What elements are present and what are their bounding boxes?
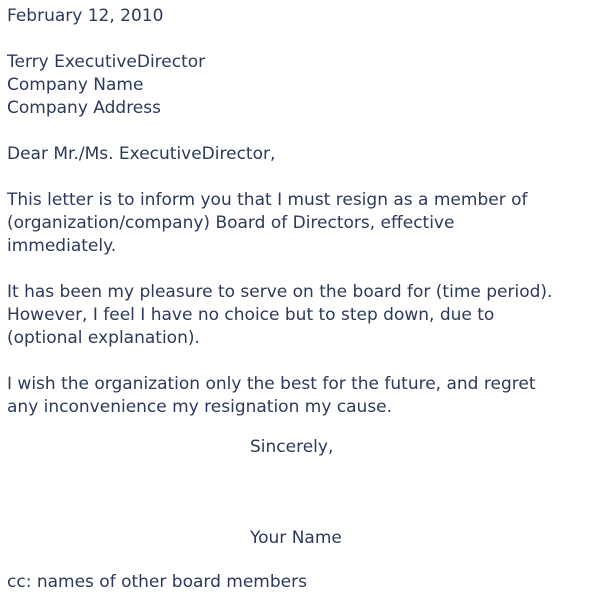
letter-date: February 12, 2010	[7, 6, 164, 26]
spacer	[7, 28, 597, 51]
paragraph-line: This letter is to inform you that I must resign as a member of	[7, 190, 528, 210]
paragraph-line: (optional explanation).	[7, 328, 200, 348]
recipient-block	[7, 51, 597, 120]
paragraph-1	[7, 189, 597, 258]
paragraph-line: It has been my pleasure to serve on the board for (time period).	[7, 282, 553, 302]
spacer	[7, 258, 597, 281]
paragraph-line: However, I feel I have no choice but to step down, due to	[7, 305, 495, 325]
recipient-company: Company Name	[7, 75, 144, 95]
cc-line: cc: names of other board members	[7, 572, 307, 592]
paragraph-3	[7, 373, 597, 419]
paragraph-2	[7, 281, 597, 350]
signature-name: Your Name	[250, 528, 342, 548]
salutation: Dear Mr./Ms. ExecutiveDirector,	[7, 144, 276, 164]
letter-body	[7, 5, 597, 419]
spacer	[7, 166, 597, 189]
recipient-name: Terry ExecutiveDirector	[7, 52, 206, 72]
spacer	[7, 120, 597, 143]
paragraph-line: any inconvenience my resignation my cause.	[7, 397, 393, 417]
closing: Sincerely,	[250, 437, 334, 457]
paragraph-line: I wish the organization only the best for the future, and regret	[7, 374, 536, 394]
paragraph-line: immediately.	[7, 236, 117, 256]
spacer	[7, 350, 597, 373]
paragraph-line: (organization/company) Board of Directors, effective	[7, 213, 455, 233]
recipient-address: Company Address	[7, 98, 161, 118]
